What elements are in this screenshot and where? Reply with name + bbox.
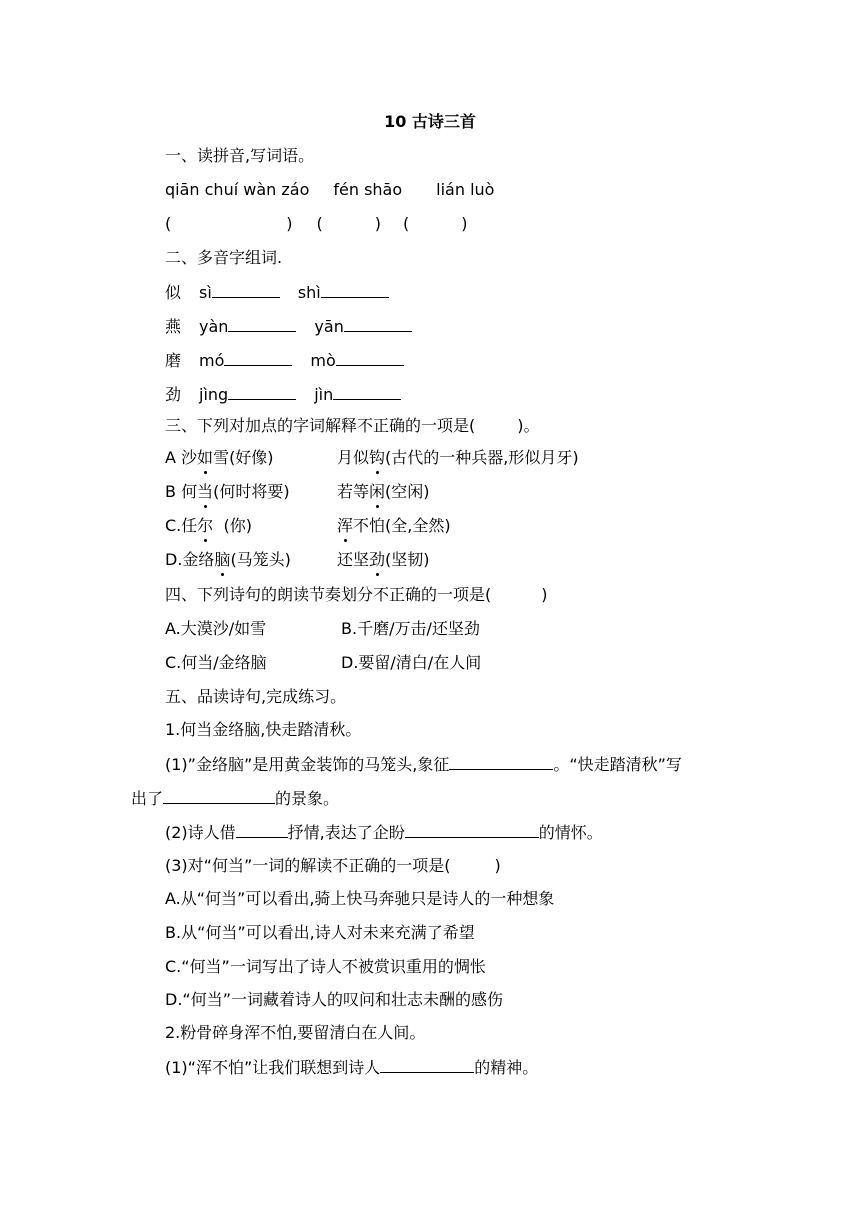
option-row [165,515,451,537]
pinyin-option: sì [199,283,212,302]
q3-option-d: D.“何当”一词藏着诗人的叹问和壮志未酬的感伤 [165,990,503,1009]
answer-blank[interactable] [212,281,280,298]
option-text: (何时将要) [213,482,290,501]
option-text: C.任 [165,516,198,535]
page-title: 10 古诗三首 [384,112,476,131]
question-text: (1)”金络脑”是用黄金装饰的马笼头,象征 [165,755,450,774]
polyphone-row [165,383,401,406]
paren-close-3: ) [461,214,468,233]
question-1-1-cont [131,787,339,810]
question-text: (3)对“何当”一词的解读不正确的一项是( [165,856,451,875]
option-text: (马笼头) [230,550,291,569]
pinyin-1: qiān chuí wàn záo [165,180,310,199]
pinyin-option: mò [310,351,336,370]
option-text: A 沙 [165,448,198,467]
option-text: D.金络 [165,550,215,569]
question-1-1 [165,753,682,776]
polyphone-char: 燕 [165,317,182,336]
section4-heading-text: 四、下列诗句的朗读节奏划分不正确的一项是( [165,585,492,604]
option-row [165,618,480,640]
option-text: 不怕(全,全然) [353,516,451,535]
section3-heading [165,415,540,437]
dotted-char: 当 [197,482,214,501]
paren-close-1: ) [286,214,293,233]
answer-blank[interactable] [333,383,401,400]
question-2-1 [165,1056,538,1079]
option-a: A.大漠沙/如雪 [165,619,267,638]
paren-close-2: ) [374,214,381,233]
answer-blank[interactable] [344,315,412,332]
section3-heading-end: )。 [517,416,540,435]
pinyin-option: jìn [314,385,334,404]
question-text: 的景象。 [275,789,340,808]
section2-heading: 二、多音字组词. [165,248,283,267]
pinyin-2: fén shāo [333,180,403,199]
q3-option-c: C.“何当”一词写出了诗人不被赏识重用的惆怅 [165,957,486,976]
dotted-char: 浑 [337,516,354,535]
section4-heading [165,584,548,606]
pinyin-option: yàn [199,317,229,336]
answer-blank[interactable] [163,787,275,804]
answer-blank[interactable] [380,1056,474,1073]
answer-blank[interactable] [236,821,288,838]
answer-blank[interactable] [336,349,404,366]
option-row [165,652,481,674]
paren-open-1: ( [165,214,172,233]
option-row [165,549,430,571]
option-text: 雪(好像) [213,448,274,467]
answer-blank[interactable] [228,383,296,400]
pinyin-option: mó [199,351,225,370]
section5-heading: 五、品读诗句,完成练习。 [165,687,347,706]
option-row [165,481,430,503]
polyphone-char: 劲 [165,385,182,404]
paren-open-2: ( [316,214,323,233]
answer-blank[interactable] [449,753,553,770]
dotted-char: 尔 [197,516,214,535]
q3-option-a: A.从“何当”可以看出,骑上快马奔驰只是诗人的一种想象 [165,889,555,908]
section3-heading-text: 三、下列对加点的字词解释不正确的一项是( [165,416,476,435]
pinyin-3: lián luò [436,180,495,199]
question-1-3 [165,855,501,877]
section1-heading: 一、读拼音,写词语。 [165,146,315,165]
option-row [165,447,579,469]
answer-blank[interactable] [321,281,389,298]
question-text: (2)诗人借 [165,823,236,842]
question-text: (1)“浑不怕”让我们联想到诗人 [165,1058,381,1077]
polyphone-row [165,349,404,372]
polyphone-char: 似 [165,283,182,302]
poem-line-1: 1.何当金络脑,快走踏清秋。 [165,720,362,739]
option-text: 若等 [337,482,370,501]
dotted-char: 脑 [214,550,231,569]
answer-blank[interactable] [228,315,296,332]
option-c: C.何当/金络脑 [165,653,267,672]
section4-heading-end: ) [541,585,548,604]
pinyin-option: yān [314,317,344,336]
option-text: 还坚 [337,550,370,569]
question-1-2 [165,821,603,844]
polyphone-row [165,315,412,338]
polyphone-row [165,281,389,304]
option-text: (古代的一种兵器,形似月牙) [385,448,579,467]
dotted-char: 钩 [369,448,386,467]
option-text: B 何 [165,482,198,501]
option-text: 月似 [337,448,370,467]
option-text: (空闲) [385,482,430,501]
question-text: 的精神。 [474,1058,539,1077]
option-b: B.千磨/万击/还坚劲 [341,619,480,638]
option-d: D.要留/清白/在人间 [341,653,482,672]
answer-blank[interactable] [405,821,539,838]
dotted-char: 劲 [369,550,386,569]
q3-option-b: B.从“何当”可以看出,诗人对未来充满了希望 [165,923,475,942]
pinyin-option: jìng [199,385,229,404]
dotted-char: 闲 [369,482,386,501]
question-text: 的情怀。 [538,823,603,842]
question-text: 。“快走踏清秋”写 [553,755,682,774]
question-text: ) [494,856,501,875]
question-text: 抒情,表达了企盼 [287,823,405,842]
poem-line-2: 2.粉骨碎身浑不怕,要留清白在人间。 [165,1023,426,1042]
pinyin-row [165,179,494,201]
dotted-char: 如 [197,448,214,467]
polyphone-char: 磨 [165,351,182,370]
answer-blank[interactable] [224,349,292,366]
question-text: 出了 [131,789,164,808]
pinyin-option: shì [297,283,321,302]
answer-parens-row [165,213,468,235]
paren-open-3: ( [403,214,410,233]
option-text: (你) [213,516,252,535]
option-text: (坚韧) [385,550,430,569]
